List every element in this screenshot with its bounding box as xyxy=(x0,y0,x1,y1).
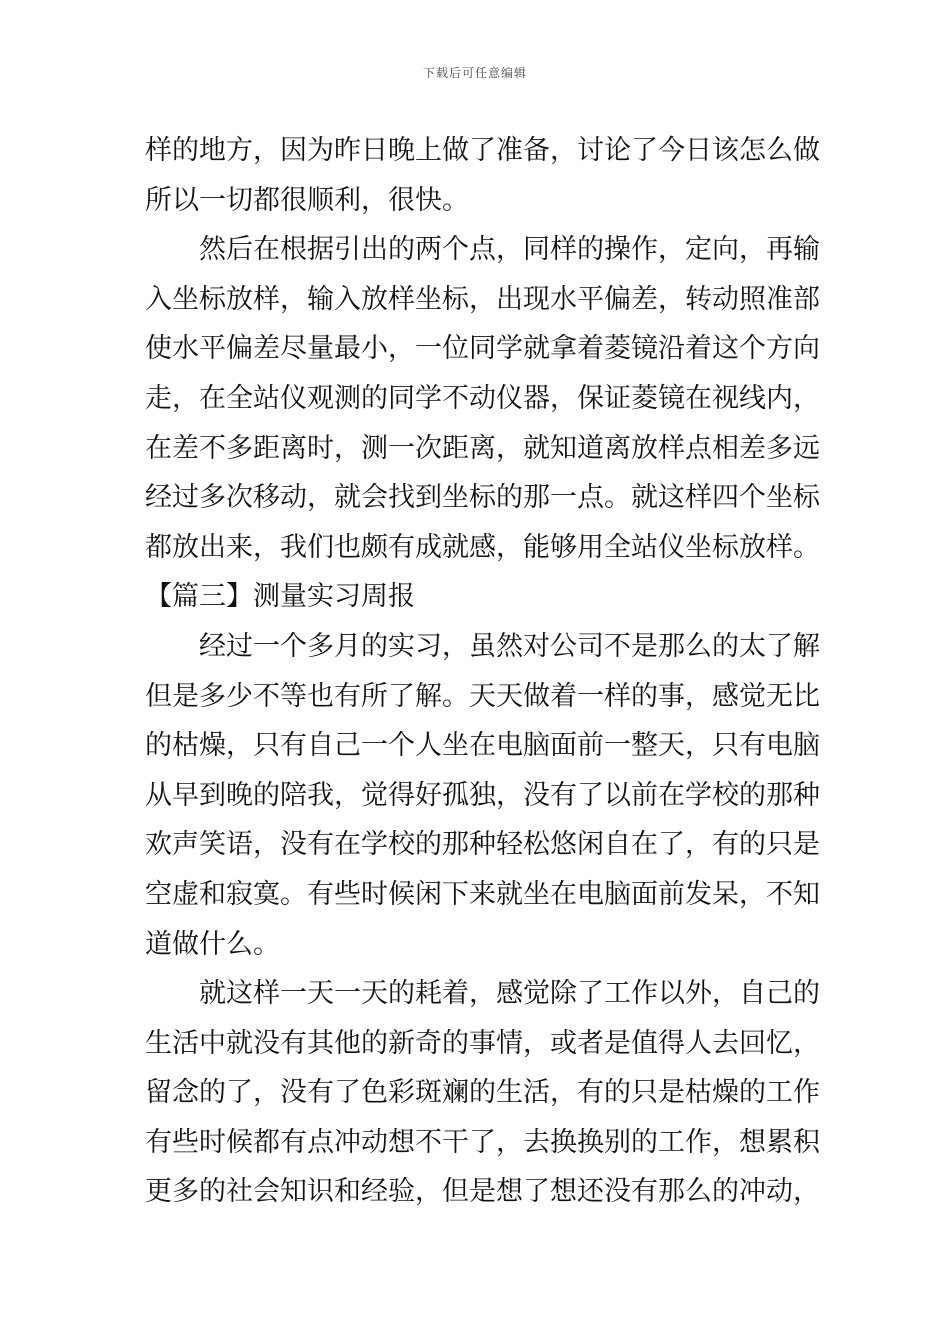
text-line: 更多的社会知识和经验，但是想了想还没有那么的冲动， xyxy=(145,1176,820,1208)
text-line: 在差不多距离时，测一次距离，就知道离放样点相差多远 xyxy=(145,432,820,464)
text-line: 所以一切都很顺利，很快。 xyxy=(145,184,469,216)
text-line: 使水平偏差尽量最小，一位同学就拿着菱镜沿着这个方向 xyxy=(145,333,820,365)
text-line: 欢声笑语，没有在学校的那种轻松悠闲自在了，有的只是 xyxy=(145,829,820,861)
paragraph-first-line: 就这样一天一天的耗着，感觉除了工作以外，自己的 xyxy=(199,978,820,1010)
text-line: 从早到晚的陪我，觉得好孤独，没有了以前在学校的那种 xyxy=(145,779,820,811)
text-line: 入坐标放样，输入放样坐标，出现水平偏差，转动照准部 xyxy=(145,283,820,315)
text-line: 有些时候都有点冲动想不干了，去换换别的工作，想累积 xyxy=(145,1126,820,1158)
text-line: 空虚和寂寞。有些时候闲下来就坐在电脑面前发呆，不知 xyxy=(145,878,820,910)
text-line: 的枯燥，只有自己一个人坐在电脑面前一整天，只有电脑 xyxy=(145,730,820,762)
text-line: 生活中就没有其他的新奇的事情，或者是值得人去回忆， xyxy=(145,1027,820,1059)
paragraph-first-line: 经过一个多月的实习，虽然对公司不是那么的太了解 xyxy=(199,630,820,662)
text-line: 样的地方，因为昨日晚上做了准备，讨论了今日该怎么做 xyxy=(145,135,820,166)
section-heading: 【篇三】测量实习周报 xyxy=(145,581,415,613)
text-line: 都放出来，我们也颇有成就感，能够用全站仪坐标放样。 xyxy=(145,531,820,563)
text-line: 道做什么。 xyxy=(145,928,280,960)
text-line: 走，在全站仪观测的同学不动仪器，保证菱镜在视线内， xyxy=(145,382,820,414)
body-text xyxy=(145,126,820,1217)
text-line: 经过多次移动，就会找到坐标的那一点。就这样四个坐标 xyxy=(145,482,820,514)
page-header-note: 下载后可任意编辑 xyxy=(422,66,527,80)
text-line: 留念的了，没有了色彩斑斓的生活，有的只是枯燥的工作 xyxy=(145,1077,820,1109)
paragraph-first-line: 然后在根据引出的两个点，同样的操作，定向，再输 xyxy=(199,234,820,266)
text-line: 但是多少不等也有所了解。天天做着一样的事，感觉无比 xyxy=(145,680,820,712)
